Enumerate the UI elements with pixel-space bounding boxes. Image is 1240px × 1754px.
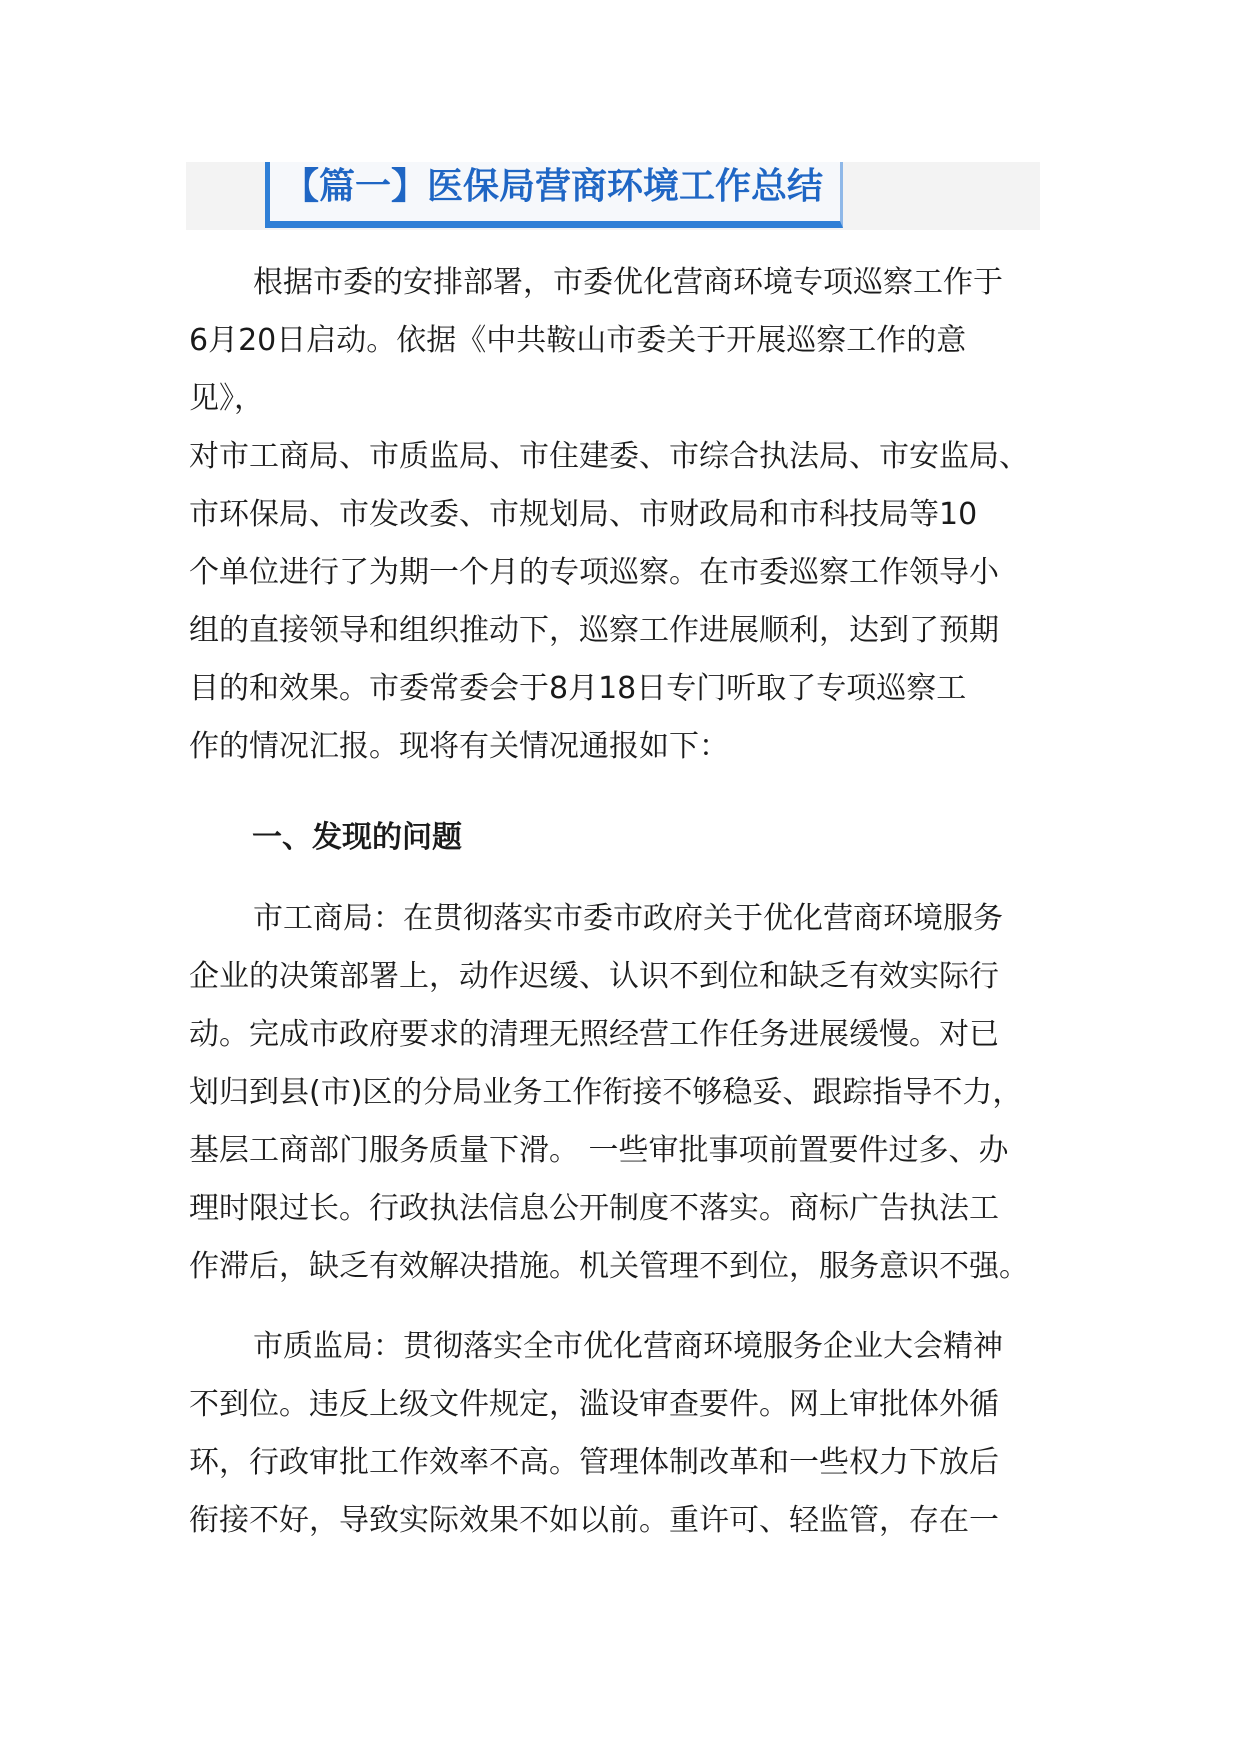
text-line: 不到位。违反上级文件规定，滥设审查要件。网上审批体外循 (189, 1387, 999, 1422)
text-line: 动。完成市政府要求的清理无照经营工作任务进展缓慢。对已 (189, 1017, 999, 1052)
text-line: 作的情况汇报。现将有关情况通报如下： (189, 729, 729, 764)
text-line: 市环保局、市发改委、市规划局、市财政局和市科技局等10 (189, 497, 978, 532)
text-line: 衔接不好，导致实际效果不如以前。重许可、轻监管，存在一 (189, 1503, 999, 1538)
paragraph-gongshang (189, 890, 1059, 1296)
text-line: 根据市委的安排部署，市委优化营商环境专项巡察工作于 (253, 265, 1003, 300)
text-line: 组的直接领导和组织推动下，巡察工作进展顺利，达到了预期 (189, 613, 999, 648)
text-line: 6月20日启动。依据《中共鞍山市委关于开展巡察工作的意 (189, 323, 967, 358)
text-line: 环，行政审批工作效率不高。管理体制改革和一些权力下放后 (189, 1445, 999, 1480)
paragraph-zhijian (189, 1318, 1059, 1550)
text-line: 理时限过长。行政执法信息公开制度不落实。商标广告执法工 (189, 1191, 999, 1226)
text-line: 作滞后，缺乏有效解决措施。机关管理不到位，服务意识不强。 (189, 1249, 1029, 1284)
text-line: 市工商局：在贯彻落实市委市政府关于优化营商环境服务 (253, 901, 1003, 936)
text-line: 企业的决策部署上，动作迟缓、认识不到位和缺乏有效实际行 (189, 959, 999, 994)
paragraph-intro (189, 254, 1059, 776)
text-line: 市质监局：贯彻落实全市优化营商环境服务企业大会精神 (253, 1329, 1003, 1364)
text-line: 见》， (189, 381, 264, 416)
section-heading: 一、发现的问题 (252, 820, 462, 855)
text-line: 划归到县(市)区的分局业务工作衔接不够稳妥、跟踪指导不力， (189, 1075, 1023, 1110)
document-title: 【篇一】医保局营商环境工作总结 (283, 165, 824, 207)
text-line: 对市工商局、市质监局、市住建委、市综合执法局、市安监局、 (189, 439, 1029, 474)
text-line: 目的和效果。市委常委会于8月18日专门听取了专项巡察工 (189, 671, 967, 706)
text-line: 个单位进行了为期一个月的专项巡察。在市委巡察工作领导小 (189, 555, 999, 590)
text-line: 基层工商部门服务质量下滑。 一些审批事项前置要件过多、办 (189, 1133, 1009, 1168)
